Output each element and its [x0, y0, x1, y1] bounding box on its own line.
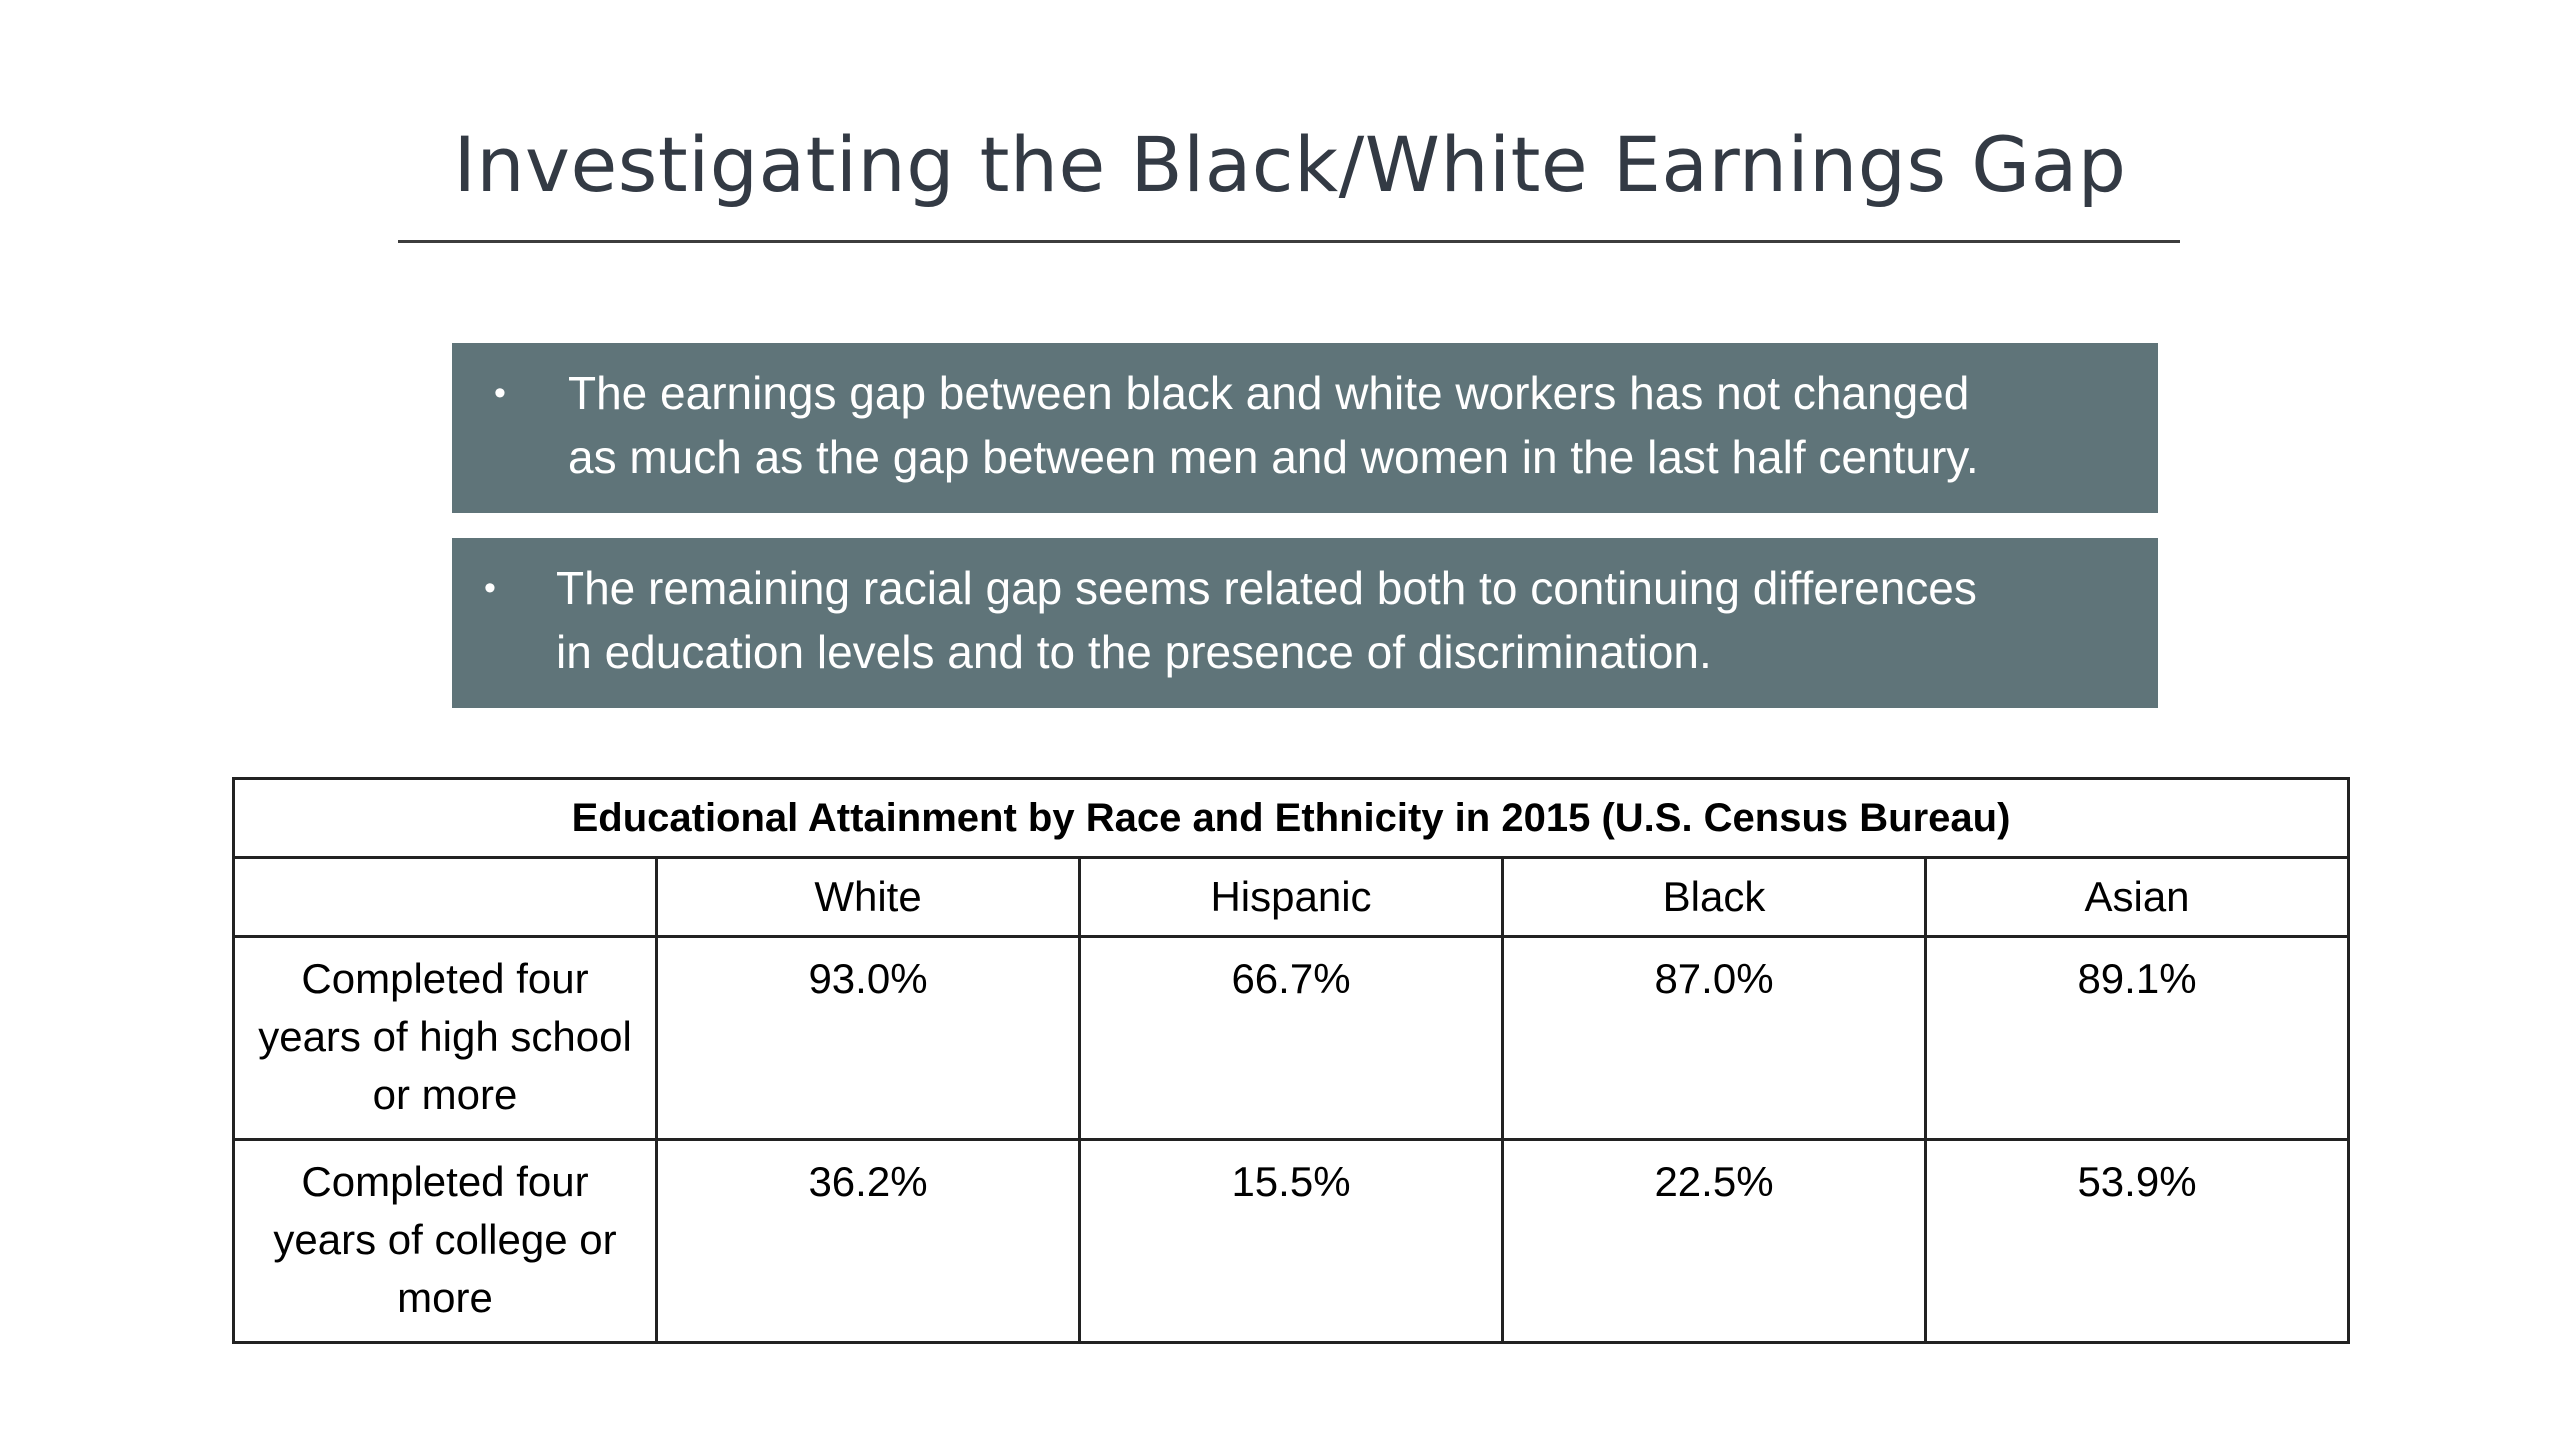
table-cell: 22.5% — [1503, 1140, 1926, 1343]
table-caption-row — [234, 779, 2349, 858]
table-caption: Educational Attainment by Race and Ethnicity in 2015 (U.S. Census Bureau) — [234, 779, 2349, 858]
row-label: Completed four years of high school or more — [234, 937, 657, 1140]
column-header-asian: Asian — [1926, 858, 2349, 937]
bullet-text: The remaining racial gap seems related both to continuing differences in education levels and to the presence of discrimination. — [556, 562, 1977, 678]
bullet-box-earnings-gap — [452, 343, 2158, 513]
bullet-box-racial-gap — [452, 538, 2158, 708]
table-row-college — [234, 1140, 2349, 1343]
table-header-row — [234, 858, 2349, 937]
table-cell: 36.2% — [657, 1140, 1080, 1343]
table-row-high-school — [234, 937, 2349, 1140]
column-header-white: White — [657, 858, 1080, 937]
educational-attainment-table — [232, 777, 2350, 1344]
column-header-hispanic: Hispanic — [1080, 858, 1503, 937]
bullet-marker: • — [484, 569, 496, 607]
table-cell: 93.0% — [657, 937, 1080, 1140]
table-cell: 15.5% — [1080, 1140, 1503, 1343]
row-label: Completed four years of college or more — [234, 1140, 657, 1343]
table-cell: 89.1% — [1926, 937, 2349, 1140]
bullet-marker: • — [494, 374, 506, 412]
table-cell: 66.7% — [1080, 937, 1503, 1140]
column-header-empty — [234, 858, 657, 937]
table-cell: 87.0% — [1503, 937, 1926, 1140]
title-divider — [398, 240, 2180, 243]
column-header-black: Black — [1503, 858, 1926, 937]
bullet-text: The earnings gap between black and white workers has not changed as much as the gap between men and women in the last half century. — [568, 367, 1979, 483]
slide-title: Investigating the Black/White Earnings Gap — [453, 120, 2127, 209]
table-cell: 53.9% — [1926, 1140, 2349, 1343]
